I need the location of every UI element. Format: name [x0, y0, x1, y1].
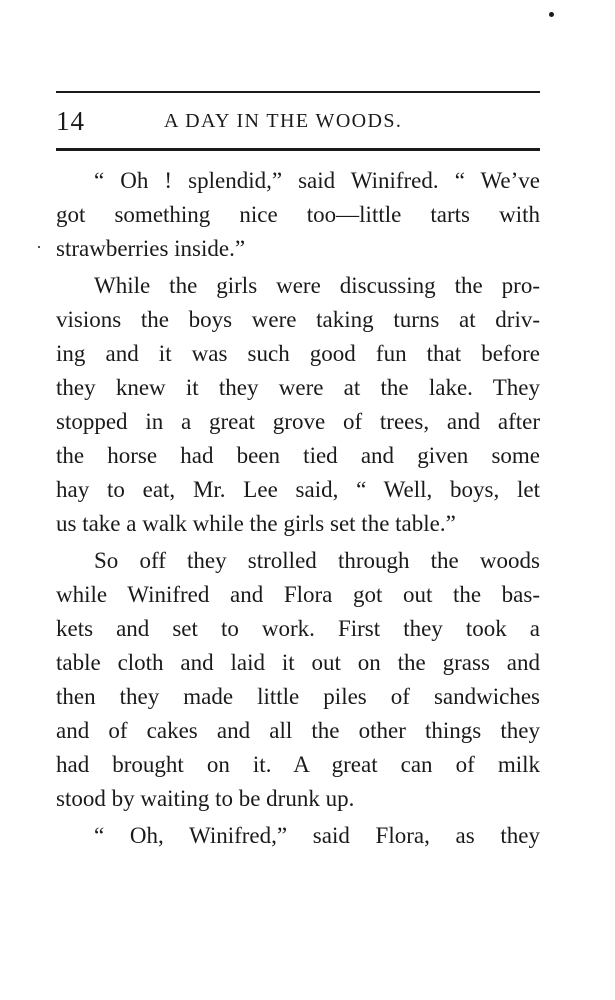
paragraph: [56, 819, 540, 853]
running-header: [56, 103, 540, 139]
text-line: kets and set to work. First they took a: [56, 616, 540, 641]
body-text: [56, 164, 540, 853]
text-line: visions the boys were taking turns at driv-: [56, 307, 540, 332]
text-line: “ Oh, Winifred,” said Flora, as they: [94, 823, 540, 848]
text-line: us take a walk while the girls set the table.”: [56, 511, 456, 536]
page-number: 14: [56, 106, 85, 136]
ink-speck: [38, 246, 40, 248]
paragraph: [56, 269, 540, 541]
text-line: they knew it they were at the lake. They: [56, 375, 540, 400]
text-line: So off they strolled through the woods: [94, 548, 540, 573]
text-line: ing and it was such good fun that before: [56, 341, 540, 366]
text-line: While the girls were discussing the pro-: [94, 273, 540, 298]
text-line: and of cakes and all the other things they: [56, 718, 540, 743]
text-line: hay to eat, Mr. Lee said, “ Well, boys, let: [56, 477, 540, 502]
paragraph: [56, 544, 540, 816]
running-title: A DAY IN THE WOODS.: [164, 110, 403, 132]
text-line: had brought on it. A great can of milk: [56, 752, 540, 777]
text-line: got something nice too—little tarts with: [56, 202, 540, 227]
header-rule-bottom: [56, 148, 540, 151]
header-rule-top: [56, 91, 540, 93]
text-line: while Winifred and Flora got out the bas-: [56, 582, 540, 607]
text-line: stood by waiting to be drunk up.: [56, 786, 355, 811]
text-line: strawberries inside.”: [56, 236, 246, 261]
ink-speck: [549, 12, 554, 17]
text-line: stopped in a great grove of trees, and after: [56, 409, 540, 434]
text-line: “ Oh ! splendid,” said Winifred. “ We’ve: [94, 168, 540, 193]
text-line: table cloth and laid it out on the grass and: [56, 650, 540, 675]
text-line: the horse had been tied and given some: [56, 443, 540, 468]
paragraph: [56, 164, 540, 266]
text-line: then they made little piles of sandwiches: [56, 684, 540, 709]
